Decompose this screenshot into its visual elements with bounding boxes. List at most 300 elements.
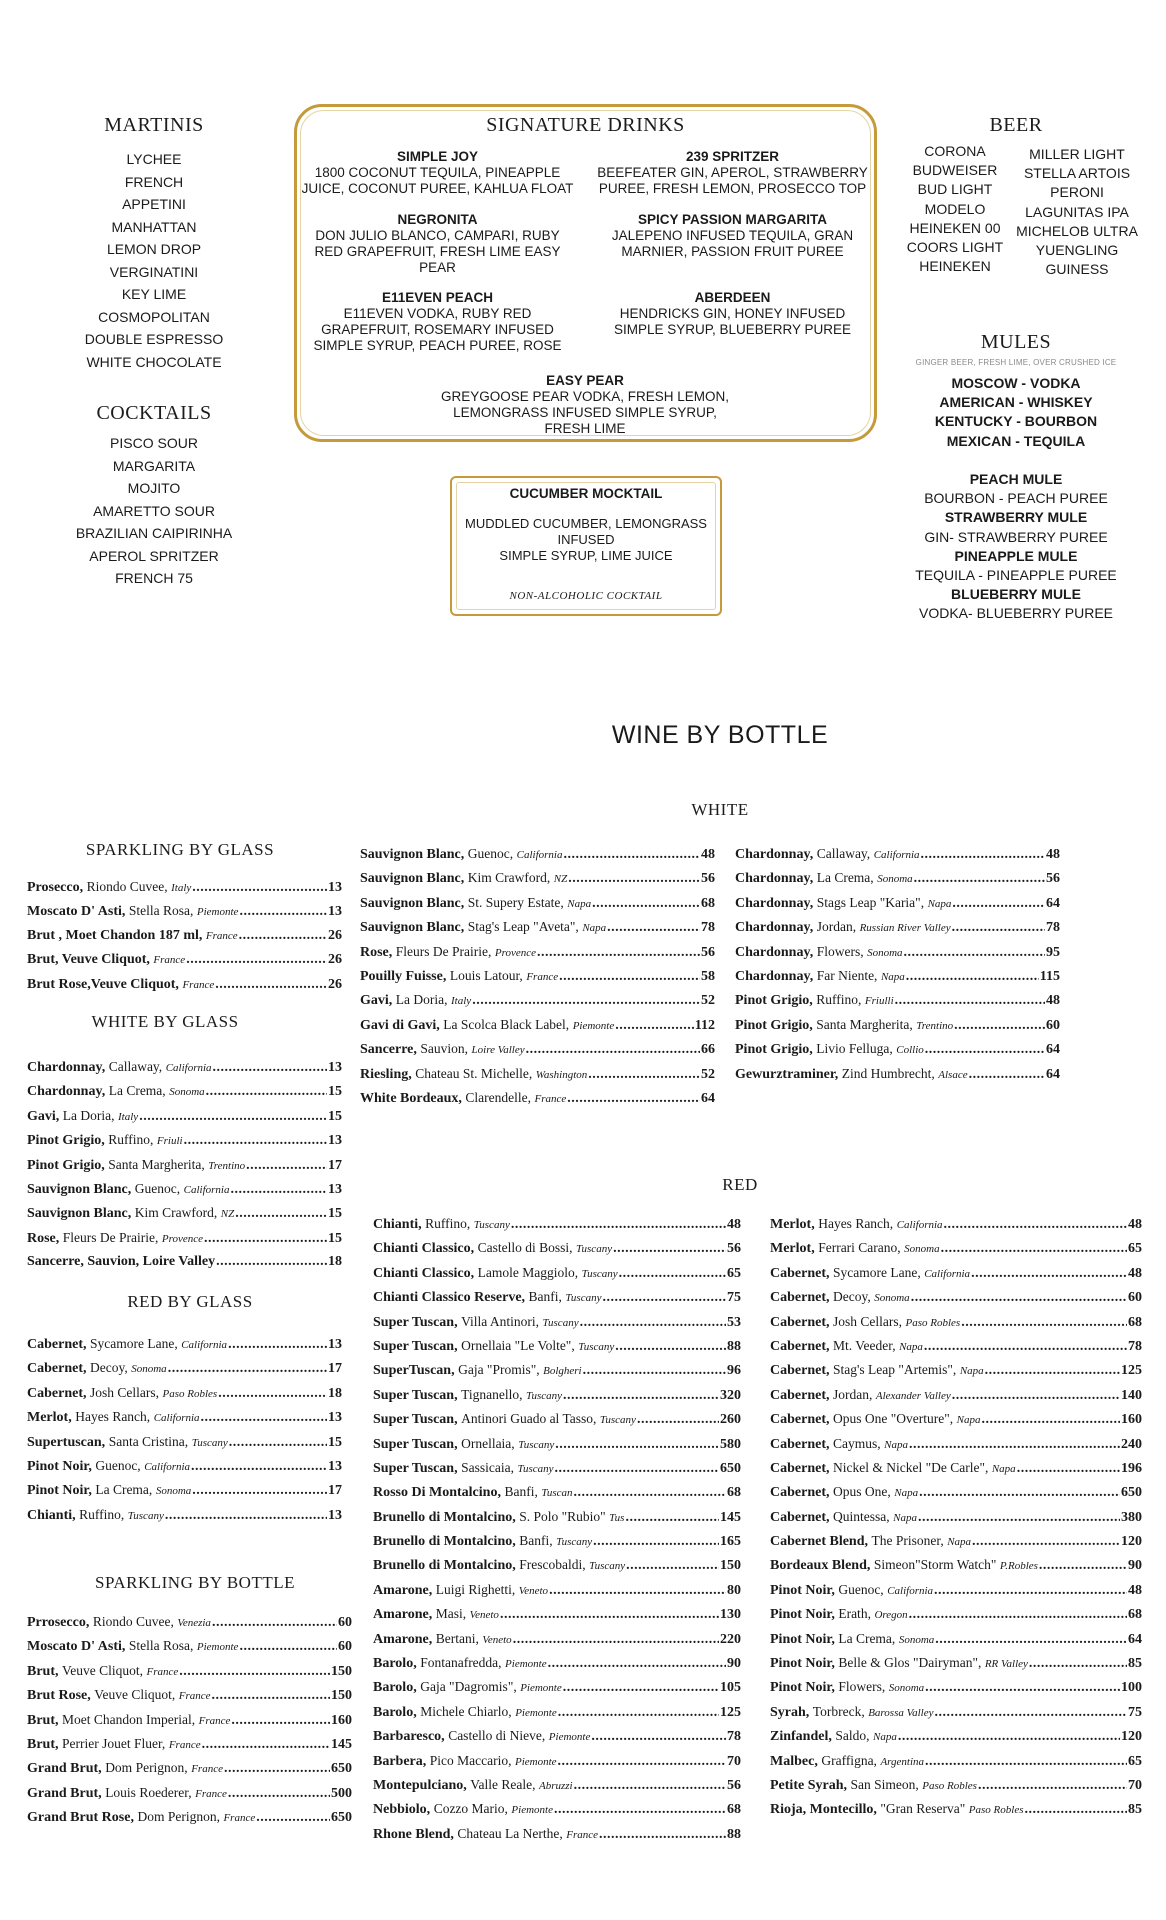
wine-varietal: Sauvignon Blanc, bbox=[360, 847, 465, 862]
wine-producer: Ruffino, bbox=[79, 1506, 125, 1522]
wine-producer: Masi, bbox=[435, 1606, 467, 1622]
wine-region: France bbox=[223, 1812, 256, 1825]
wine-region: California bbox=[144, 1460, 191, 1473]
cocktail-item: MARGARITA bbox=[112, 457, 196, 474]
wine-region: Abruzzi bbox=[538, 1779, 573, 1792]
wine-entry bbox=[373, 1553, 741, 1577]
wine-entry bbox=[770, 1700, 1142, 1724]
wine-varietal: Nebbiolo, bbox=[373, 1802, 431, 1818]
wine-entry bbox=[770, 1212, 1142, 1236]
mule-description: TEQUILA - PINEAPPLE PUREE bbox=[915, 567, 1117, 584]
wine-varietal: Grand Brut, bbox=[27, 1785, 102, 1801]
sparkling-by-glass-list bbox=[27, 875, 342, 997]
wine-varietal: Pinot Noir, bbox=[27, 1483, 92, 1499]
wine-varietal: Pinot Grigio, bbox=[735, 1017, 813, 1033]
signature-drink bbox=[300, 290, 575, 354]
wine-varietal: Super Tuscan, bbox=[373, 1338, 458, 1354]
wine-region: France bbox=[566, 1828, 599, 1841]
wine-varietal: Brut , Moet Chandon 187 ml, bbox=[27, 927, 203, 943]
wine-region: Paso Robles bbox=[162, 1387, 218, 1400]
wine-entry bbox=[770, 1505, 1142, 1529]
wine-producer: Graffigna, bbox=[821, 1752, 877, 1768]
wine-price: 196 bbox=[1121, 1460, 1142, 1476]
wine-region: Napa bbox=[947, 1536, 972, 1549]
wine-producer: Chateau La Nerthe, bbox=[457, 1825, 563, 1841]
wine-entry bbox=[770, 1456, 1142, 1480]
wine-price: 56 bbox=[727, 1241, 741, 1257]
wine-price: 26 bbox=[328, 976, 342, 992]
beer-item: YUENGLING bbox=[1035, 242, 1119, 259]
wine-varietal: Cabernet, bbox=[27, 1361, 87, 1377]
wine-entry bbox=[770, 1675, 1142, 1699]
wine-region: France bbox=[198, 1714, 231, 1727]
wine-price: 15 bbox=[328, 1230, 342, 1246]
wine-price: 64 bbox=[1046, 1066, 1060, 1082]
dot-leader bbox=[904, 941, 1045, 965]
wine-price: 650 bbox=[331, 1761, 352, 1777]
dot-leader bbox=[613, 1237, 726, 1261]
wine-region: Piemonte bbox=[196, 906, 239, 919]
wine-entry bbox=[27, 1454, 342, 1478]
wine-price: 48 bbox=[1046, 993, 1060, 1009]
wine-entry bbox=[735, 842, 1060, 866]
wine-entry bbox=[373, 1505, 741, 1529]
wine-producer: Chateau St. Michelle, bbox=[415, 1065, 533, 1081]
dot-leader bbox=[246, 1154, 327, 1178]
wine-entry bbox=[27, 1781, 352, 1805]
wine-region: Italy bbox=[451, 995, 472, 1008]
wine-region: Piemonte bbox=[511, 1804, 553, 1817]
wine-producer: Villa Antinori, bbox=[461, 1313, 540, 1329]
wine-price: 580 bbox=[720, 1436, 741, 1452]
wine-price: 650 bbox=[720, 1460, 741, 1476]
dot-leader bbox=[918, 1506, 1120, 1530]
wine-producer: Decoy, bbox=[833, 1289, 871, 1305]
wine-entry bbox=[27, 1356, 342, 1380]
dot-leader bbox=[548, 1652, 726, 1676]
wine-region: France bbox=[178, 1690, 211, 1703]
wine-entry bbox=[27, 1805, 352, 1829]
wine-price: 650 bbox=[1121, 1485, 1142, 1501]
wine-varietal: Petite Syrah, bbox=[770, 1777, 847, 1793]
wine-region: Russian River Valley bbox=[859, 922, 951, 935]
wine-price: 90 bbox=[1128, 1558, 1142, 1574]
wine-region: Tuscany bbox=[127, 1509, 164, 1522]
wine-price: 68 bbox=[701, 895, 715, 911]
wine-varietal: Barolo, bbox=[373, 1704, 417, 1720]
wine-varietal: Cabernet, bbox=[770, 1338, 830, 1354]
wine-entry bbox=[27, 948, 342, 972]
wine-producer: Guenoc, bbox=[838, 1581, 884, 1597]
wine-varietal: Cabernet, bbox=[27, 1385, 87, 1401]
wine-varietal: Gavi di Gavi, bbox=[360, 1017, 440, 1033]
wine-price: 48 bbox=[1046, 847, 1060, 862]
wine-varietal: Pinot Noir, bbox=[770, 1582, 835, 1598]
wine-producer: Gaja "Dagromis", bbox=[420, 1679, 517, 1695]
wine-producer: Ornellaia, bbox=[461, 1435, 515, 1451]
wine-varietal: Cabernet, bbox=[770, 1460, 830, 1476]
non-alcoholic-note: NON-ALCOHOLIC COCKTAIL bbox=[509, 590, 663, 602]
wine-producer: Kim Crawford, bbox=[134, 1205, 218, 1221]
wine-entry bbox=[373, 1480, 741, 1504]
wine-entry bbox=[27, 1332, 342, 1356]
mules-list bbox=[896, 374, 1136, 624]
drink-name: EASY PEAR bbox=[546, 373, 624, 388]
dot-leader bbox=[978, 1774, 1127, 1798]
wine-varietal: Malbec, bbox=[770, 1753, 818, 1769]
red-bottle-list-left bbox=[373, 1212, 741, 1846]
wine-region: Napa bbox=[893, 1511, 917, 1524]
dot-leader bbox=[563, 1676, 719, 1700]
wine-price: 17 bbox=[328, 1361, 342, 1377]
wine-varietal: Moscato D' Asti, bbox=[27, 1639, 126, 1655]
beer-item: GUINESS bbox=[1045, 261, 1109, 278]
wine-entry bbox=[27, 1381, 342, 1405]
dot-leader bbox=[969, 1063, 1045, 1087]
wine-entry bbox=[360, 1086, 715, 1110]
wine-varietal: Pinot Noir, bbox=[27, 1458, 92, 1474]
wine-region: Piemonte bbox=[515, 1706, 557, 1719]
wine-entry bbox=[27, 1405, 342, 1429]
wine-producer: Ruffino, bbox=[425, 1216, 471, 1231]
wine-region: France bbox=[146, 1665, 179, 1678]
wine-region: Trentino bbox=[208, 1159, 246, 1172]
wine-price: 65 bbox=[1128, 1753, 1142, 1769]
wine-entry bbox=[373, 1602, 741, 1626]
wine-entry bbox=[735, 1037, 1060, 1061]
wine-price: 145 bbox=[720, 1509, 741, 1525]
wine-entry bbox=[373, 1310, 741, 1334]
wine-region: Sonoma bbox=[867, 946, 903, 959]
wine-varietal: Brut, bbox=[27, 1736, 59, 1752]
wine-price: 112 bbox=[694, 1017, 715, 1033]
wine-price: 240 bbox=[1121, 1436, 1142, 1452]
spacer bbox=[896, 451, 1136, 470]
wine-varietal: Bordeaux Blend, bbox=[770, 1558, 871, 1574]
wine-price: 140 bbox=[1121, 1387, 1142, 1403]
wine-varietal: Brut, bbox=[27, 1663, 59, 1679]
wine-producer: La Doria, bbox=[395, 992, 448, 1008]
martini-item: LEMON DROP bbox=[106, 241, 202, 257]
wine-entry bbox=[360, 1037, 715, 1061]
wine-varietal: Sauvignon Blanc, bbox=[27, 1206, 132, 1222]
wine-price: 120 bbox=[1121, 1534, 1142, 1550]
wine-varietal: Sauvignon Blanc, bbox=[27, 1181, 132, 1197]
wine-region: Sonoma bbox=[874, 1292, 910, 1305]
wine-producer: Frescobaldi, bbox=[519, 1557, 586, 1573]
dot-leader bbox=[952, 1384, 1120, 1408]
white-by-glass-list bbox=[27, 1055, 342, 1275]
wine-region: Tuscany bbox=[517, 1462, 554, 1475]
signature-drinks-title: SIGNATURE DRINKS bbox=[486, 114, 685, 136]
wine-producer: Stella Rosa, bbox=[128, 1638, 194, 1654]
dot-leader bbox=[239, 924, 327, 948]
wine-entry bbox=[373, 1407, 741, 1431]
dot-leader bbox=[218, 1382, 327, 1406]
wine-varietal: Sancerre, Sauvion, Loire Valley bbox=[27, 1254, 216, 1270]
dot-leader bbox=[549, 1579, 726, 1603]
wine-producer: Riondo Cuvee, bbox=[92, 1614, 174, 1629]
wine-producer: Veuve Cliquot, bbox=[62, 1662, 143, 1678]
wine-region: Napa bbox=[991, 1462, 1016, 1475]
wine-region: Oregon bbox=[874, 1609, 908, 1622]
wine-producer: Jordan, bbox=[816, 919, 857, 935]
wine-price: 53 bbox=[727, 1314, 741, 1330]
wine-region: Napa bbox=[884, 1438, 908, 1451]
wine-price: 56 bbox=[701, 944, 715, 960]
wine-region: Piemonte bbox=[514, 1755, 557, 1768]
dot-leader bbox=[206, 1080, 327, 1104]
signature-drink bbox=[595, 290, 870, 338]
wine-entry bbox=[770, 1529, 1142, 1553]
wine-region: Napa bbox=[899, 1340, 923, 1353]
wine-entry bbox=[360, 842, 715, 866]
wine-region: Loire Valley bbox=[471, 1044, 525, 1057]
wine-region: Friulli bbox=[864, 995, 894, 1008]
wine-producer: Ruffino, bbox=[108, 1132, 154, 1148]
wine-varietal: Rioja, Montecillo, bbox=[770, 1802, 877, 1818]
wine-region: Tuscany bbox=[589, 1560, 626, 1573]
wine-entry bbox=[373, 1432, 741, 1456]
wine-entry bbox=[373, 1578, 741, 1602]
dot-leader bbox=[224, 1757, 330, 1781]
wine-entry bbox=[735, 1013, 1060, 1037]
dot-leader bbox=[230, 1178, 327, 1202]
wine-varietal: Barolo, bbox=[373, 1680, 417, 1696]
wine-region: Sonoma bbox=[877, 873, 913, 886]
mule-name: PEACH MULE bbox=[969, 471, 1063, 487]
wine-region: Bolgheri bbox=[543, 1365, 582, 1378]
dot-leader bbox=[192, 876, 327, 900]
wine-varietal: Rose, bbox=[27, 1230, 60, 1246]
wine-region: California bbox=[165, 1062, 212, 1074]
wine-price: 64 bbox=[701, 1090, 715, 1106]
wine-entry bbox=[373, 1627, 741, 1651]
wine-price: 66 bbox=[701, 1042, 715, 1058]
dot-leader bbox=[202, 1733, 330, 1757]
wine-producer: La Crema, bbox=[816, 870, 874, 886]
wine-entry bbox=[770, 1797, 1142, 1821]
wine-entry bbox=[770, 1358, 1142, 1382]
wine-region: Tuscany bbox=[518, 1438, 555, 1451]
drink-description: DON JULIO BLANCO, CAMPARI, RUBY RED GRAPEFRUIT, FRESH LIME EASY PEAR bbox=[314, 228, 561, 275]
drink-name: NEGRONITA bbox=[397, 212, 478, 227]
wine-varietal: Pinot Noir, bbox=[770, 1656, 835, 1672]
wine-entry bbox=[735, 891, 1060, 915]
dot-leader bbox=[139, 1105, 327, 1129]
wine-producer: Guenoc, bbox=[134, 1180, 181, 1196]
wine-entry bbox=[360, 1062, 715, 1086]
wine-producer: Guenoc, bbox=[467, 846, 514, 861]
wine-price: 26 bbox=[328, 927, 342, 943]
wine-region: Napa bbox=[956, 1414, 981, 1427]
wine-price: 15 bbox=[328, 1084, 342, 1100]
wine-entry bbox=[373, 1334, 741, 1358]
mule-name: STRAWBERRY MULE bbox=[944, 509, 1088, 526]
wine-region: Washington bbox=[535, 1068, 588, 1081]
wine-region: Napa bbox=[880, 970, 905, 983]
wine-entry bbox=[770, 1651, 1142, 1675]
cocktail-item: FRENCH 75 bbox=[115, 570, 193, 586]
martini-item: COSMOPOLITAN bbox=[98, 308, 210, 325]
dot-leader bbox=[921, 843, 1045, 867]
wine-producer: Valle Reale, bbox=[470, 1776, 536, 1792]
dot-leader bbox=[934, 1579, 1127, 1603]
wine-producer: Banfi, bbox=[528, 1289, 562, 1305]
drink-name: SPICY PASSION MARGARITA bbox=[637, 212, 828, 227]
wine-producer: Livio Felluga, bbox=[816, 1041, 893, 1057]
wine-price: 70 bbox=[1128, 1777, 1142, 1793]
wine-entry bbox=[770, 1310, 1142, 1334]
wine-entry bbox=[770, 1285, 1142, 1309]
wine-varietal: Sauvignon Blanc, bbox=[360, 920, 465, 936]
wine-region: California bbox=[896, 1219, 943, 1231]
wine-entry bbox=[373, 1822, 741, 1846]
wine-price: 88 bbox=[727, 1338, 741, 1354]
wine-entry bbox=[27, 875, 342, 899]
wine-producer: Dom Perignon, bbox=[105, 1760, 188, 1776]
wine-price: 13 bbox=[328, 1507, 342, 1523]
mocktail-card bbox=[450, 476, 722, 616]
mule-description: BOURBON - PEACH PUREE bbox=[924, 490, 1108, 507]
wine-varietal: Pouilly Fuisse, bbox=[360, 968, 447, 984]
wine-varietal: Sauvignon Blanc, bbox=[360, 895, 465, 911]
wine-region: France bbox=[534, 1092, 567, 1105]
wine-varietal: Cabernet, bbox=[770, 1509, 830, 1525]
wine-producer: Guenoc, bbox=[95, 1457, 141, 1473]
wine-region: Alexander Valley bbox=[875, 1389, 951, 1402]
wine-entry bbox=[27, 1055, 342, 1079]
beer-item: LAGUNITAS IPA bbox=[1025, 203, 1129, 220]
wine-entry bbox=[27, 1756, 352, 1780]
wine-price: 145 bbox=[331, 1736, 352, 1752]
wine-varietal: Brut Rose, bbox=[27, 1688, 91, 1704]
wine-price: 58 bbox=[701, 968, 715, 984]
dot-leader bbox=[941, 1237, 1127, 1261]
dot-leader bbox=[567, 1087, 700, 1111]
wine-price: 64 bbox=[1128, 1631, 1142, 1647]
dot-leader bbox=[513, 1628, 719, 1652]
wine-region: Tuscany bbox=[599, 1414, 636, 1427]
wine-region: Tuscany bbox=[576, 1243, 613, 1256]
signature-drink bbox=[595, 149, 870, 197]
wine-price: 13 bbox=[328, 904, 342, 920]
white-bottle-list-right bbox=[735, 842, 1060, 1086]
cocktail-item: MOJITO bbox=[127, 480, 181, 496]
wine-region: Sonoma bbox=[904, 1243, 940, 1256]
wine-price: 60 bbox=[338, 1615, 352, 1630]
dot-leader bbox=[239, 1635, 337, 1659]
dot-leader bbox=[1017, 1457, 1120, 1481]
wine-producer: Pico Maccario, bbox=[429, 1752, 512, 1768]
mule-base: MOSCOW - VODKA bbox=[951, 375, 1081, 391]
signature-drink bbox=[300, 212, 575, 276]
wine-entry bbox=[27, 1610, 352, 1634]
wine-region: Collio bbox=[896, 1044, 924, 1057]
wine-price: 260 bbox=[720, 1412, 741, 1428]
wine-region: Italy bbox=[171, 882, 192, 894]
wine-region: Venezia bbox=[177, 1617, 211, 1629]
wine-producer: Stag's Leap "Aveta", bbox=[467, 919, 579, 935]
wine-varietal: Gavi, bbox=[27, 1108, 60, 1124]
dot-leader bbox=[568, 867, 700, 891]
wine-price: 13 bbox=[328, 880, 342, 895]
wine-varietal: Chianti Classico, bbox=[373, 1265, 475, 1281]
wine-price: 13 bbox=[328, 1337, 342, 1352]
dot-leader bbox=[554, 1798, 726, 1822]
wine-varietal: Cabernet, bbox=[770, 1412, 830, 1428]
wine-varietal: SuperTuscan, bbox=[373, 1363, 455, 1379]
drink-description: 1800 COCONUT TEQUILA, PINEAPPLE JUICE, COCONUT PUREE, KAHLUA FLOAT bbox=[301, 165, 574, 196]
wine-region: California bbox=[181, 1339, 228, 1351]
wine-entry bbox=[735, 964, 1060, 988]
wine-price: 48 bbox=[1128, 1265, 1142, 1281]
wine-region: Piemonte bbox=[505, 1658, 547, 1671]
wine-price: 75 bbox=[727, 1290, 741, 1306]
beer-item: PERONI bbox=[1050, 184, 1104, 201]
wine-by-bottle-title: WINE BY BOTTLE bbox=[611, 721, 829, 749]
drink-name: ABERDEEN bbox=[694, 290, 771, 305]
dot-leader bbox=[186, 948, 327, 972]
wine-entry bbox=[770, 1773, 1142, 1797]
wine-varietal: Grand Brut Rose, bbox=[27, 1810, 134, 1826]
wine-entry bbox=[373, 1724, 741, 1748]
wine-region: Veneto bbox=[482, 1633, 512, 1646]
dot-leader bbox=[235, 1202, 327, 1226]
wine-price: 18 bbox=[328, 1385, 342, 1401]
wine-entry bbox=[770, 1407, 1142, 1431]
dot-leader bbox=[971, 1262, 1127, 1286]
wine-varietal: Brut, bbox=[27, 1712, 59, 1728]
mule-base: MEXICAN - TEQUILA bbox=[946, 432, 1086, 449]
wine-entry bbox=[27, 924, 342, 948]
wine-varietal: Cabernet, bbox=[770, 1485, 830, 1501]
wine-varietal: Brut, Veuve Cliquot, bbox=[27, 952, 150, 968]
wine-producer: Opus One, bbox=[833, 1484, 891, 1500]
dot-leader bbox=[972, 1530, 1120, 1554]
wine-region: California bbox=[183, 1183, 230, 1196]
wine-producer: Zind Humbrecht, bbox=[841, 1065, 935, 1081]
martini-item: MANHATTAN bbox=[111, 218, 197, 235]
wine-varietal: Chardonnay, bbox=[735, 871, 814, 887]
wine-entry bbox=[360, 1013, 715, 1037]
wine-varietal: Cabernet Blend, bbox=[770, 1534, 868, 1550]
dot-leader bbox=[592, 892, 700, 916]
wine-producer: Sauvion, bbox=[420, 1041, 469, 1057]
wine-producer: Hayes Ranch, bbox=[75, 1409, 151, 1425]
wine-region: Provence bbox=[161, 1232, 204, 1245]
wine-price: 56 bbox=[727, 1777, 741, 1793]
drink-name: SIMPLE JOY bbox=[396, 149, 479, 164]
wine-entry bbox=[360, 964, 715, 988]
wine-region: Tus bbox=[609, 1511, 625, 1524]
wine-region: RR Valley bbox=[984, 1658, 1028, 1671]
wine-price: 64 bbox=[1046, 895, 1060, 911]
wine-region: France bbox=[526, 970, 559, 983]
wine-entry bbox=[27, 1732, 352, 1756]
wine-varietal: Chianti, bbox=[373, 1217, 422, 1232]
dot-leader bbox=[919, 1481, 1120, 1505]
wine-varietal: Merlot, bbox=[27, 1410, 72, 1426]
dot-leader bbox=[537, 941, 700, 965]
wine-producer: Decoy, bbox=[90, 1360, 128, 1376]
wine-varietal: Cabernet, bbox=[770, 1290, 830, 1306]
wine-price: 68 bbox=[1128, 1607, 1142, 1623]
wine-producer: Fontanafredda, bbox=[420, 1655, 502, 1671]
wine-producer: Castello di Nieve, bbox=[448, 1728, 546, 1744]
dot-leader bbox=[555, 1433, 719, 1457]
dot-leader bbox=[925, 1676, 1120, 1700]
